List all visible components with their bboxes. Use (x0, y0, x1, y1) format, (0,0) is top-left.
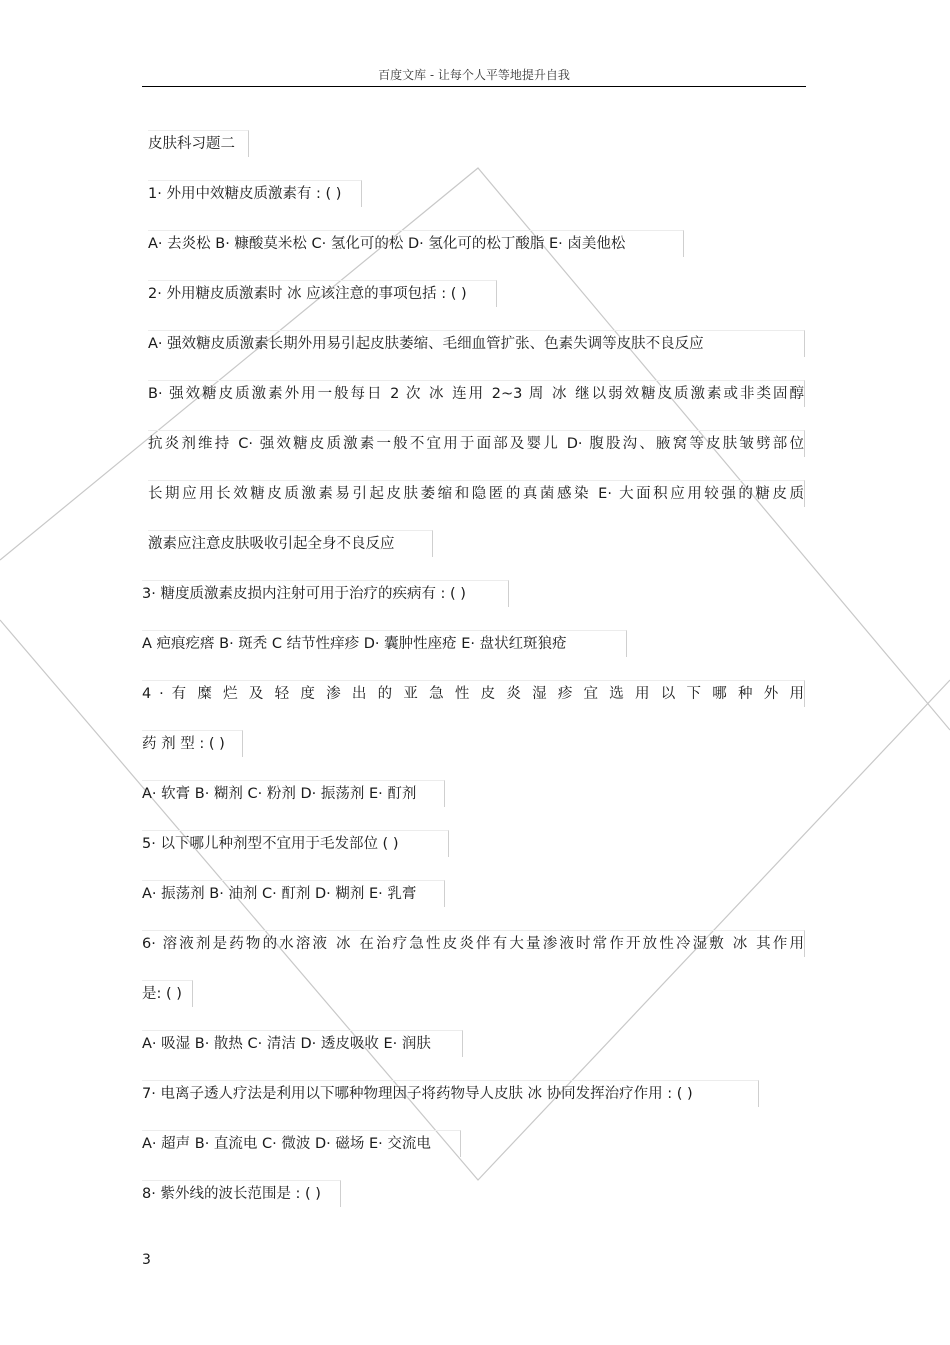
text-line: 长期应用长效糖皮质激素易引起皮肤萎缩和隐匿的真菌感染 E· 大面积应用较强的糖皮质 (148, 480, 805, 507)
page-number: 3 (142, 1252, 151, 1268)
document-title: 皮肤科习题二 (148, 130, 249, 157)
text-line: 2· 外用糖皮质激素时 冰 应该注意的事项包括 : ( ) (148, 280, 497, 307)
text-line: 1· 外用中效糖皮质激素有 : ( ) (148, 180, 362, 207)
text-line: 6· 溶液剂是药物的水溶液 冰 在治疗急性皮炎伴有大量渗液时常作开放性冷湿敷 冰 其作用 (142, 930, 805, 957)
text-line: A· 超声 B· 直流电 C· 微波 D· 磁场 E· 交流电 (142, 1130, 461, 1157)
text-line: 是: ( ) (142, 980, 193, 1007)
text-line: A· 强效糖皮质激素长期外用易引起皮肤萎缩、毛细血管扩张、色素失调等皮肤不良反应 (148, 330, 805, 357)
text-line: A 疤痕疙瘩 B· 斑秃 C 结节性痒疹 D· 囊肿性座疮 E· 盘状红斑狼疮 (142, 630, 627, 657)
text-line: 3· 糖度质激素皮损内注射可用于治疗的疾病有 : ( ) (142, 580, 509, 607)
text-line: A· 振荡剂 B· 油剂 C· 酊剂 D· 糊剂 E· 乳膏 (142, 880, 445, 907)
text-line: 4 · 有 糜 烂 及 轻 度 渗 出 的 亚 急 性 皮 炎 湿 疹 宜 选 用 以 下 哪 种 外 用 (142, 680, 805, 707)
text-line: A· 去炎松 B· 糠酸莫米松 C· 氢化可的松 D· 氢化可的松丁酸脂 E· 卤美他松 (148, 230, 684, 257)
text-line: 7· 电离子透人疗法是利用以下哪种物理因子将药物导人皮肤 冰 协同发挥治疗作用 : ( ) (142, 1080, 759, 1107)
text-line: 激素应注意皮肤吸收引起全身不良反应 (148, 530, 433, 557)
page-header: 百度文库 - 让每个人平等地提升自我 (378, 68, 570, 82)
text-line: A· 吸湿 B· 散热 C· 清洁 D· 透皮吸收 E· 润肤 (142, 1030, 463, 1057)
text-line: 8· 紫外线的波长范围是 : ( ) (142, 1180, 341, 1207)
text-line: 药 剂 型 : ( ) (142, 730, 243, 757)
text-line: 5· 以下哪儿种剂型不宜用于毛发部位 ( ) (142, 830, 449, 857)
text-line: 抗炎剂维持 C· 强效糖皮质激素一般不宜用于面部及婴儿 D· 腹股沟、腋窝等皮肤皱劈部位 (148, 430, 805, 457)
text-line: A· 软膏 B· 糊剂 C· 粉剂 D· 振荡剂 E· 酊剂 (142, 780, 445, 807)
header-rule (142, 86, 806, 87)
text-line: B· 强效糖皮质激素外用一般每日 2 次 冰 连用 2~3 周 冰 继以弱效糖皮质激素或非类固醇 (148, 380, 805, 407)
